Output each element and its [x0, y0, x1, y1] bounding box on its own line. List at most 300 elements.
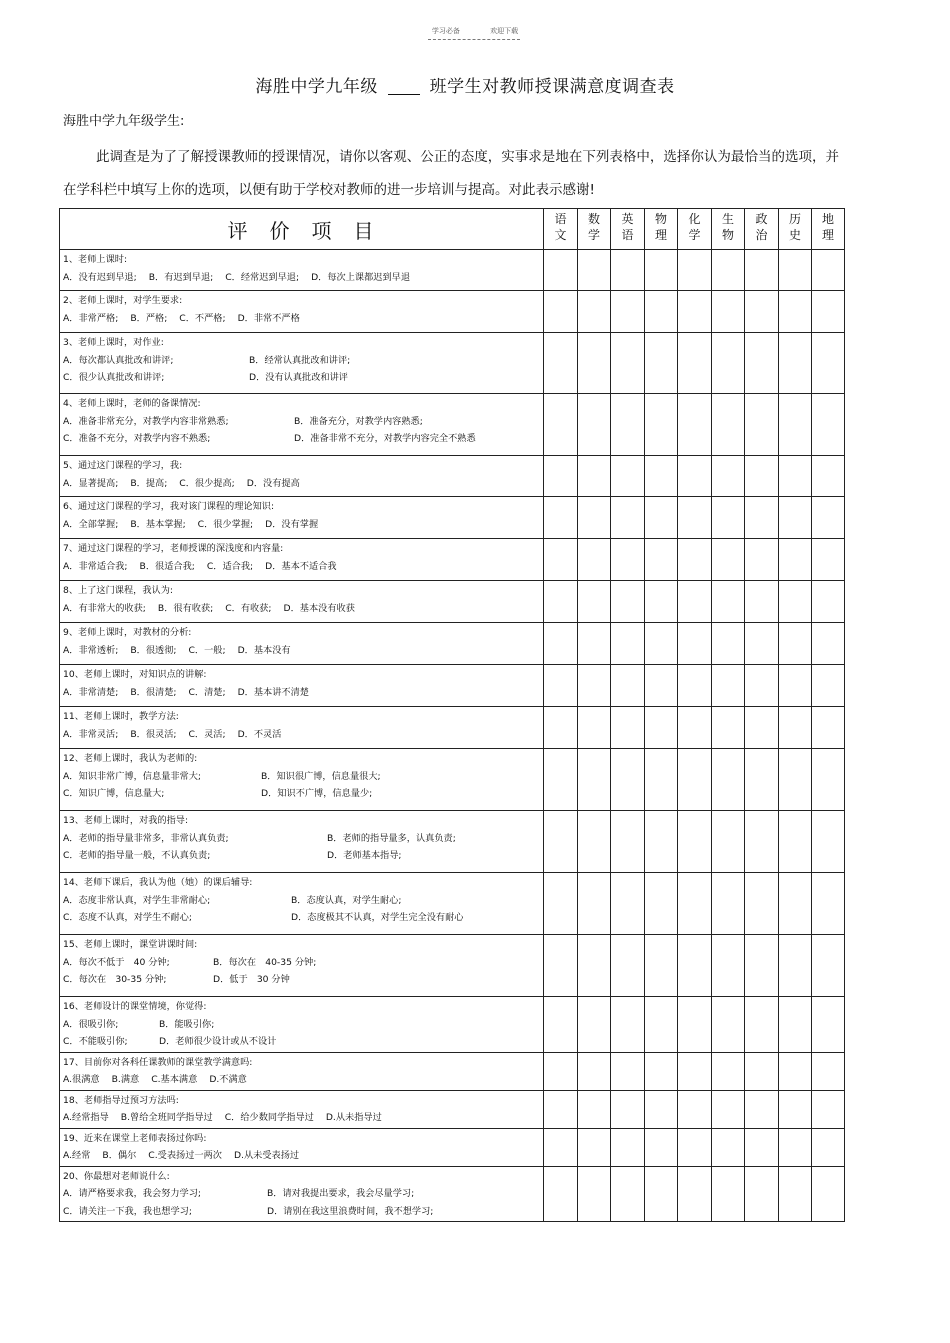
- answer-cell[interactable]: [745, 1052, 779, 1090]
- question-title: 1、老师上课时:: [63, 254, 128, 265]
- answer-cell[interactable]: [544, 1090, 578, 1128]
- answer-cell[interactable]: [645, 291, 678, 333]
- question-cell: [60, 665, 544, 707]
- option-line: [63, 971, 540, 989]
- answer-option: A.很满意: [63, 1074, 100, 1085]
- answer-cell[interactable]: [544, 394, 578, 456]
- answer-cell[interactable]: [745, 581, 779, 623]
- subject-header-english: 英语: [611, 209, 645, 250]
- answer-cell[interactable]: [678, 291, 712, 333]
- answer-cell[interactable]: [645, 333, 678, 394]
- answer-cell[interactable]: [745, 497, 779, 539]
- answer-cell[interactable]: [812, 250, 845, 291]
- answer-cell[interactable]: [712, 1052, 745, 1090]
- answer-cell[interactable]: [745, 749, 779, 811]
- answer-cell[interactable]: [578, 665, 611, 707]
- answer-cell[interactable]: [645, 497, 678, 539]
- question-cell: [60, 1052, 544, 1090]
- question-cell: [60, 394, 544, 456]
- answer-cell[interactable]: [611, 250, 645, 291]
- answer-option: A．老师的指导量非常多，非常认真负责;: [63, 832, 229, 844]
- answer-option: B．经常认真批改和讲评;: [249, 354, 351, 366]
- question-title: 17、目前你对各科任课教师的课堂教学满意吗:: [63, 1056, 253, 1068]
- answer-cell[interactable]: [812, 581, 845, 623]
- question-cell: [60, 1166, 544, 1222]
- subject-header-math: 数学: [578, 209, 611, 250]
- answer-option: D．基本没有: [237, 644, 291, 656]
- answer-cell[interactable]: [611, 291, 645, 333]
- answer-cell[interactable]: [544, 456, 578, 497]
- answer-option: B．基本掌握;: [130, 518, 186, 530]
- answer-cell[interactable]: [779, 333, 812, 394]
- answer-cell[interactable]: [712, 1166, 745, 1222]
- option-line: [63, 352, 540, 370]
- subject-header-biology: 生物: [712, 209, 745, 250]
- answer-option: C．态度不认真，对学生不耐心;: [63, 912, 192, 923]
- answer-option: A．没有迟到早退;: [63, 271, 137, 283]
- answer-cell[interactable]: [578, 539, 611, 581]
- answer-option: C．准备不充分，对教学内容不熟悉;: [63, 433, 211, 444]
- answer-cell[interactable]: [812, 873, 845, 935]
- answer-cell[interactable]: [544, 291, 578, 333]
- answer-cell[interactable]: [645, 1090, 678, 1128]
- question-row: [60, 811, 845, 873]
- answer-cell[interactable]: [712, 623, 745, 665]
- question-row: [60, 1128, 845, 1166]
- page-title: [0, 72, 930, 97]
- answer-cell[interactable]: [578, 749, 611, 811]
- answer-option: C．给少数同学指导过: [224, 1112, 314, 1123]
- answer-cell[interactable]: [712, 333, 745, 394]
- answer-cell[interactable]: [745, 707, 779, 749]
- answer-cell[interactable]: [812, 1052, 845, 1090]
- question-cell: [60, 707, 544, 749]
- answer-cell[interactable]: [578, 935, 611, 997]
- answer-cell[interactable]: [812, 333, 845, 394]
- answer-option: D．准备非常不充分，对教学内容完全不熟悉: [294, 433, 476, 444]
- answer-cell[interactable]: [544, 997, 578, 1053]
- answer-cell[interactable]: [745, 1128, 779, 1166]
- intro-paragraph: 此调查是为了了解授课教师的授课情况，请你以客观、公正的态度，实事求是地在下列表格中，选择你认为最恰当的选项，并在学科栏中填写上你的选项，以便有助于学校对教师的进一步培训与提高。对此表示感谢!: [63, 149, 839, 198]
- answer-cell[interactable]: [712, 707, 745, 749]
- answer-option: A．非常灵活;: [63, 728, 119, 740]
- answer-cell[interactable]: [745, 250, 779, 291]
- answer-option: B．偶尔: [102, 1150, 137, 1161]
- answer-cell[interactable]: [779, 749, 812, 811]
- question-title: 5、通过这门课程的学习，我:: [63, 460, 183, 471]
- answer-cell[interactable]: [578, 581, 611, 623]
- answer-cell[interactable]: [812, 1128, 845, 1166]
- answer-cell[interactable]: [812, 749, 845, 811]
- answer-cell[interactable]: [611, 539, 645, 581]
- answer-option: A．非常清楚;: [63, 686, 119, 698]
- answer-cell[interactable]: [779, 623, 812, 665]
- answer-cell[interactable]: [645, 394, 678, 456]
- answer-cell[interactable]: [779, 291, 812, 333]
- answer-cell[interactable]: [611, 935, 645, 997]
- answer-cell[interactable]: [678, 1128, 712, 1166]
- answer-cell[interactable]: [578, 707, 611, 749]
- answer-cell[interactable]: [645, 873, 678, 935]
- answer-cell[interactable]: [611, 749, 645, 811]
- answer-option: C．很少掌握;: [197, 518, 254, 530]
- answer-cell[interactable]: [544, 749, 578, 811]
- question-row: [60, 581, 845, 623]
- answer-cell[interactable]: [645, 581, 678, 623]
- answer-cell[interactable]: [712, 456, 745, 497]
- answer-cell[interactable]: [611, 997, 645, 1053]
- answer-cell[interactable]: [678, 539, 712, 581]
- answer-cell[interactable]: [678, 935, 712, 997]
- answer-cell[interactable]: [812, 291, 845, 333]
- answer-cell[interactable]: [712, 1128, 745, 1166]
- answer-cell[interactable]: [578, 1128, 611, 1166]
- answer-cell[interactable]: [611, 873, 645, 935]
- answer-cell[interactable]: [678, 581, 712, 623]
- answer-option: B．提高;: [130, 477, 168, 489]
- answer-option: C．老师的指导量一般，不认真负责;: [63, 850, 211, 861]
- question-cell: [60, 250, 544, 291]
- answer-cell[interactable]: [544, 873, 578, 935]
- answer-option: D．基本没有收获: [283, 602, 355, 614]
- answer-cell[interactable]: [611, 456, 645, 497]
- option-line: [63, 600, 540, 618]
- answer-cell[interactable]: [544, 1166, 578, 1222]
- answer-cell[interactable]: [678, 665, 712, 707]
- question-cell: [60, 935, 544, 997]
- answer-option: B．请对我提出要求，我会尽量学习;: [267, 1188, 415, 1199]
- answer-cell[interactable]: [544, 497, 578, 539]
- answer-cell[interactable]: [712, 873, 745, 935]
- option-line: [63, 847, 540, 865]
- answer-cell[interactable]: [678, 456, 712, 497]
- answer-cell[interactable]: [745, 291, 779, 333]
- answer-option: A．知识非常广博，信息量非常大;: [63, 770, 202, 782]
- answer-cell[interactable]: [645, 456, 678, 497]
- answer-cell[interactable]: [544, 1128, 578, 1166]
- answer-option: A．每次不低于 40 分钟;: [63, 956, 170, 968]
- option-line: [63, 475, 540, 493]
- answer-cell[interactable]: [779, 935, 812, 997]
- question-row: [60, 291, 845, 333]
- answer-option: B．很透彻;: [130, 644, 177, 656]
- answer-cell[interactable]: [745, 623, 779, 665]
- answer-option: D.从未指导过: [325, 1112, 382, 1123]
- answer-cell[interactable]: [712, 935, 745, 997]
- answer-option: C．很少提高;: [179, 477, 235, 489]
- answer-cell[interactable]: [812, 456, 845, 497]
- answer-option: A．请严格要求我，我会努力学习;: [63, 1188, 202, 1199]
- answer-cell[interactable]: [812, 623, 845, 665]
- header-row: [60, 209, 845, 250]
- subject-header-physics: 物理: [645, 209, 678, 250]
- answer-option: A．显著提高;: [63, 477, 119, 489]
- question-row: [60, 873, 845, 935]
- question-cell: [60, 749, 544, 811]
- page-watermark: [0, 26, 950, 36]
- answer-cell[interactable]: [779, 394, 812, 456]
- answer-cell[interactable]: [645, 997, 678, 1053]
- answer-cell[interactable]: [745, 665, 779, 707]
- answer-cell[interactable]: [645, 749, 678, 811]
- answer-cell[interactable]: [712, 250, 745, 291]
- question-row: [60, 665, 845, 707]
- answer-cell[interactable]: [678, 333, 712, 394]
- answer-cell[interactable]: [745, 394, 779, 456]
- answer-cell[interactable]: [645, 707, 678, 749]
- option-line: [63, 785, 540, 803]
- answer-cell[interactable]: [779, 497, 812, 539]
- answer-cell[interactable]: [678, 811, 712, 873]
- question-title: 9、老师上课时，对教材的分析:: [63, 627, 192, 638]
- answer-option: B．很灵活;: [130, 728, 177, 740]
- answer-option: A．很吸引你;: [63, 1018, 119, 1030]
- answer-cell[interactable]: [611, 1090, 645, 1128]
- option-line: [63, 642, 540, 660]
- answer-option: A．态度非常认真，对学生非常耐心;: [63, 894, 211, 906]
- option-line: [63, 830, 540, 848]
- answer-cell[interactable]: [544, 935, 578, 997]
- answer-cell[interactable]: [678, 997, 712, 1053]
- answer-cell[interactable]: [779, 1128, 812, 1166]
- answer-option: C．不严格;: [179, 312, 226, 324]
- question-title: 16、老师设计的课堂情境，你觉得:: [63, 1001, 207, 1012]
- answer-cell[interactable]: [779, 581, 812, 623]
- answer-cell[interactable]: [779, 665, 812, 707]
- answer-cell[interactable]: [745, 1090, 779, 1128]
- question-cell: [60, 333, 544, 394]
- question-title: 19、近来在课堂上老师表扬过你吗:: [63, 1132, 207, 1144]
- answer-option: C．有收获;: [225, 602, 272, 614]
- answer-option: A．每次都认真批改和讲评;: [63, 354, 174, 366]
- answer-cell[interactable]: [578, 250, 611, 291]
- answer-cell[interactable]: [779, 997, 812, 1053]
- answer-cell[interactable]: [712, 291, 745, 333]
- answer-cell[interactable]: [779, 707, 812, 749]
- option-line: [63, 1033, 540, 1051]
- survey-table: [59, 208, 845, 1222]
- class-blank[interactable]: [388, 94, 420, 95]
- answer-cell[interactable]: [544, 333, 578, 394]
- answer-cell[interactable]: [745, 1166, 779, 1222]
- answer-cell[interactable]: [578, 1166, 611, 1222]
- option-line: [63, 954, 540, 972]
- answer-cell[interactable]: [779, 456, 812, 497]
- answer-cell[interactable]: [678, 250, 712, 291]
- question-row: [60, 456, 845, 497]
- answer-cell[interactable]: [678, 1052, 712, 1090]
- answer-cell[interactable]: [745, 935, 779, 997]
- answer-cell[interactable]: [645, 1166, 678, 1222]
- question-cell: [60, 581, 544, 623]
- answer-cell[interactable]: [678, 707, 712, 749]
- answer-cell[interactable]: [779, 1090, 812, 1128]
- answer-option: C．每次在 30-35 分钟;: [63, 974, 167, 985]
- question-cell: [60, 291, 544, 333]
- answer-cell[interactable]: [745, 997, 779, 1053]
- answer-cell[interactable]: [611, 707, 645, 749]
- answer-cell[interactable]: [812, 1090, 845, 1128]
- answer-cell[interactable]: [544, 539, 578, 581]
- answer-cell[interactable]: [812, 539, 845, 581]
- answer-option: B．很适合我;: [139, 560, 195, 572]
- answer-cell[interactable]: [745, 539, 779, 581]
- answer-cell[interactable]: [812, 665, 845, 707]
- answer-cell[interactable]: [544, 811, 578, 873]
- option-line: [63, 413, 540, 431]
- answer-cell[interactable]: [611, 1166, 645, 1222]
- answer-cell[interactable]: [645, 539, 678, 581]
- answer-cell[interactable]: [779, 811, 812, 873]
- answer-cell[interactable]: [611, 333, 645, 394]
- answer-cell[interactable]: [678, 623, 712, 665]
- answer-option: D．低于 30 分钟: [213, 974, 290, 985]
- option-line: [63, 768, 540, 786]
- answer-cell[interactable]: [544, 665, 578, 707]
- answer-cell[interactable]: [578, 394, 611, 456]
- option-line: [63, 909, 540, 927]
- question-cell: [60, 1128, 544, 1166]
- answer-cell[interactable]: [812, 497, 845, 539]
- option-line: [63, 1109, 540, 1127]
- answer-cell[interactable]: [578, 873, 611, 935]
- answer-option: D．非常不严格: [237, 312, 300, 324]
- answer-cell[interactable]: [544, 623, 578, 665]
- answer-cell[interactable]: [678, 1090, 712, 1128]
- question-title: 4、老师上课时，老师的备课情况:: [63, 398, 201, 409]
- answer-cell[interactable]: [812, 811, 845, 873]
- answer-cell[interactable]: [712, 997, 745, 1053]
- answer-cell[interactable]: [611, 665, 645, 707]
- answer-option: D．没有掌握: [265, 518, 319, 530]
- answer-cell[interactable]: [578, 291, 611, 333]
- question-row: [60, 707, 845, 749]
- question-cell: [60, 539, 544, 581]
- answer-cell[interactable]: [678, 749, 712, 811]
- answer-cell[interactable]: [712, 581, 745, 623]
- answer-cell[interactable]: [678, 873, 712, 935]
- answer-cell[interactable]: [812, 707, 845, 749]
- answer-cell[interactable]: [544, 1052, 578, 1090]
- answer-option: B．准备充分，对教学内容熟悉;: [294, 415, 423, 427]
- answer-cell[interactable]: [779, 250, 812, 291]
- answer-option: B．态度认真，对学生耐心;: [291, 894, 402, 906]
- answer-cell[interactable]: [578, 997, 611, 1053]
- subject-header-politics: 政治: [745, 209, 779, 250]
- answer-cell[interactable]: [578, 497, 611, 539]
- answer-cell[interactable]: [812, 1166, 845, 1222]
- answer-cell[interactable]: [611, 497, 645, 539]
- question-title: 18、老师指导过预习方法吗:: [63, 1094, 179, 1106]
- answer-cell[interactable]: [745, 456, 779, 497]
- answer-cell[interactable]: [611, 1052, 645, 1090]
- answer-option: D．没有提高: [246, 477, 300, 489]
- question-title: 8、上了这门课程，我认为:: [63, 585, 174, 596]
- answer-cell[interactable]: [645, 665, 678, 707]
- answer-cell[interactable]: [611, 811, 645, 873]
- answer-cell[interactable]: [578, 1052, 611, 1090]
- answer-cell[interactable]: [611, 394, 645, 456]
- answer-cell[interactable]: [578, 1090, 611, 1128]
- answer-option: A．非常透析;: [63, 644, 119, 656]
- answer-cell[interactable]: [645, 1052, 678, 1090]
- subject-header-chemistry: 化学: [678, 209, 712, 250]
- answer-option: A．非常严格;: [63, 312, 119, 324]
- option-line: [63, 1147, 540, 1165]
- answer-cell[interactable]: [812, 997, 845, 1053]
- answer-cell[interactable]: [745, 333, 779, 394]
- answer-cell[interactable]: [645, 250, 678, 291]
- answer-option: D.从未受表扬过: [233, 1150, 300, 1161]
- answer-cell[interactable]: [611, 623, 645, 665]
- answer-cell[interactable]: [544, 707, 578, 749]
- answer-cell[interactable]: [578, 333, 611, 394]
- answer-cell[interactable]: [745, 873, 779, 935]
- answer-cell[interactable]: [745, 811, 779, 873]
- watermark-left: 学习必备: [431, 27, 460, 35]
- answer-cell[interactable]: [611, 1128, 645, 1166]
- answer-cell[interactable]: [611, 581, 645, 623]
- answer-cell[interactable]: [578, 811, 611, 873]
- subject-header-history: 历史: [779, 209, 812, 250]
- option-line: [63, 516, 540, 534]
- title-suffix: 班学生对教师授课满意度调查表: [429, 77, 675, 97]
- answer-option: A.经常: [63, 1150, 91, 1161]
- answer-cell[interactable]: [645, 623, 678, 665]
- answer-cell[interactable]: [678, 1166, 712, 1222]
- answer-cell[interactable]: [779, 873, 812, 935]
- answer-cell[interactable]: [678, 394, 712, 456]
- answer-cell[interactable]: [812, 935, 845, 997]
- answer-cell[interactable]: [712, 1090, 745, 1128]
- answer-cell[interactable]: [712, 749, 745, 811]
- option-line: [63, 892, 540, 910]
- answer-cell[interactable]: [578, 623, 611, 665]
- answer-cell[interactable]: [712, 497, 745, 539]
- question-row: [60, 1090, 845, 1128]
- question-row: [60, 539, 845, 581]
- question-title: 12、老师上课时，我认为老师的:: [63, 753, 198, 764]
- option-line: [63, 430, 540, 448]
- answer-cell[interactable]: [712, 394, 745, 456]
- answer-option: B．老师的指导量多，认真负责;: [327, 832, 456, 844]
- answer-cell[interactable]: [578, 456, 611, 497]
- answer-cell[interactable]: [678, 497, 712, 539]
- answer-cell[interactable]: [544, 250, 578, 291]
- answer-cell[interactable]: [645, 935, 678, 997]
- answer-option: B．很清楚;: [130, 686, 177, 698]
- question-row: [60, 623, 845, 665]
- answer-cell[interactable]: [544, 581, 578, 623]
- answer-cell[interactable]: [812, 394, 845, 456]
- answer-cell[interactable]: [779, 1166, 812, 1222]
- answer-cell[interactable]: [712, 539, 745, 581]
- answer-option: C.基本满意: [151, 1074, 198, 1085]
- option-line: [63, 726, 540, 744]
- answer-option: C．不能吸引你;: [63, 1036, 128, 1047]
- answer-cell[interactable]: [779, 539, 812, 581]
- question-cell: [60, 997, 544, 1053]
- answer-cell[interactable]: [712, 811, 745, 873]
- answer-cell[interactable]: [645, 1128, 678, 1166]
- answer-option: B.曾给全班同学指导过: [120, 1112, 213, 1123]
- answer-cell[interactable]: [779, 1052, 812, 1090]
- option-line: [63, 310, 540, 328]
- answer-cell[interactable]: [712, 665, 745, 707]
- answer-option: D．老师很少设计或从不设计: [159, 1036, 277, 1047]
- answer-cell[interactable]: [645, 811, 678, 873]
- answer-option: B．能吸引你;: [159, 1018, 215, 1030]
